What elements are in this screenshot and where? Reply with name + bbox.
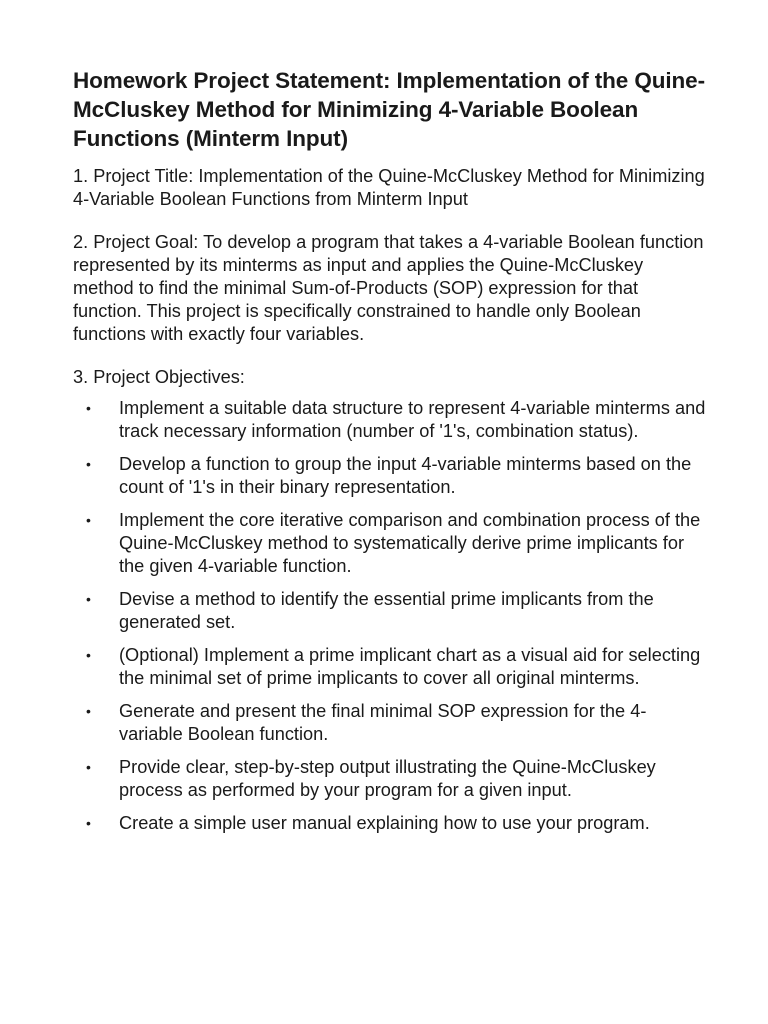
list-item-text: Create a simple user manual explaining how to use your program. <box>119 813 650 833</box>
list-item <box>73 588 708 634</box>
bullet-icon: • <box>86 456 91 472</box>
list-item <box>73 397 708 443</box>
bullet-icon: • <box>86 400 91 416</box>
list-item-text: Generate and present the final minimal SOP expression for the 4-variable Boolean function. <box>119 701 647 744</box>
list-item-text: Provide clear, step-by-step output illustrating the Quine-McCluskey process as performed by your program for a given input. <box>119 757 656 800</box>
list-item-text: Develop a function to group the input 4-variable minterms based on the count of '1's in their binary representation. <box>119 454 692 497</box>
document-title: Homework Project Statement: Implementation of the Quine-McCluskey Method for Minimizing 4-Variable Boolean Functions (Minterm Input) <box>73 68 705 151</box>
bullet-icon: • <box>86 647 91 663</box>
bullet-icon: • <box>86 759 91 775</box>
list-item-text: Devise a method to identify the essential prime implicants from the generated set. <box>119 589 654 632</box>
bullet-icon: • <box>86 591 91 607</box>
list-item <box>73 509 708 578</box>
objectives-list <box>73 397 708 835</box>
list-item <box>73 700 708 746</box>
list-item-text: Implement the core iterative comparison and combination process of the Quine-McCluskey method to systematically derive prime implicants for the given 4-variable function. <box>119 510 701 576</box>
list-item <box>73 453 708 499</box>
list-item <box>73 644 708 690</box>
bullet-icon: • <box>86 815 91 831</box>
project-goal-paragraph: 2. Project Goal: To develop a program that takes a 4-variable Boolean function represented by its minterms as input and applies the Quine-McCluskey method to find the minimal Sum-of-Products (SOP) expression for that function. This project is specifically constrained to handle only Boolean functions with exactly four variables. <box>73 232 704 344</box>
bullet-icon: • <box>86 512 91 528</box>
list-item-text: (Optional) Implement a prime implicant chart as a visual aid for selecting the minimal set of prime implicants to cover all original minterms. <box>119 645 701 688</box>
list-item <box>73 812 708 835</box>
objectives-heading: 3. Project Objectives: <box>73 367 245 387</box>
bullet-icon: • <box>86 703 91 719</box>
project-title-paragraph: 1. Project Title: Implementation of the Quine-McCluskey Method for Minimizing 4-Variable Boolean Functions from Minterm Input <box>73 166 705 209</box>
list-item-text: Implement a suitable data structure to represent 4-variable minterms and track necessary information (number of '1's, combination status). <box>119 398 706 441</box>
list-item <box>73 756 708 802</box>
